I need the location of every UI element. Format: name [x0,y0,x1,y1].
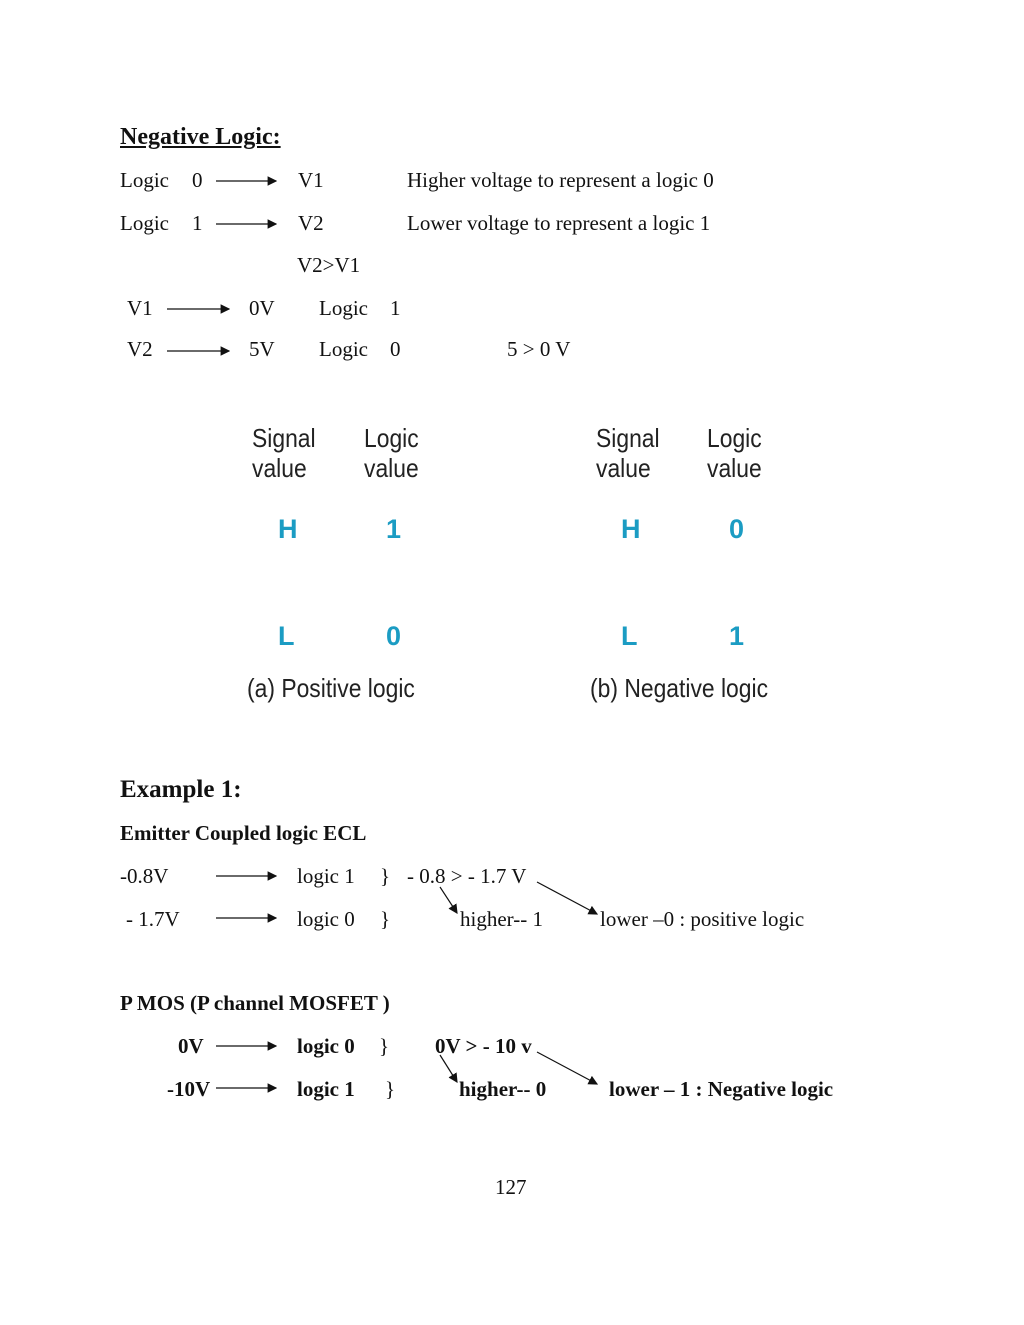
pmos-voltage: 0V [178,1034,204,1058]
fig-a-logic: 1 [386,514,402,544]
ecl-voltage: -0.8V [120,864,169,888]
mapping-bit: 0 [192,168,203,192]
mapping-logic: Logic [120,168,169,192]
assign-val: 5V [249,337,275,361]
pmos-logic: logic 0 [297,1034,355,1058]
ecl-brace: } [380,907,391,931]
assign-val: 0V [249,296,275,320]
page-heading: Negative Logic: [120,124,281,150]
assign-note: 5 > 0 V [507,337,571,361]
pmos-voltage: -10V [167,1077,211,1101]
assign-logic: Logic [319,337,368,361]
fig-a-signal: L [278,621,295,651]
pmos-brace: } [379,1034,390,1058]
arrow-icon [537,882,597,914]
mapping-logic: Logic [120,211,169,235]
pmos-brace: } [385,1077,396,1101]
fig-b-signal: H [621,514,641,544]
assign-v: V1 [127,296,153,320]
relation: V2>V1 [297,253,361,277]
mapping-volt: V1 [298,168,324,192]
assign-logic: Logic [319,296,368,320]
pmos-title: P MOS (P channel MOSFET ) [120,991,390,1015]
arrow-icon [537,1052,597,1084]
pmos-lower: lower – 1 : Negative logic [609,1077,834,1101]
mapping-desc: Higher voltage to represent a logic 0 [407,168,714,192]
mapping-desc: Lower voltage to represent a logic 1 [407,211,711,235]
fig-b-signal: L [621,621,638,651]
ecl-voltage: - 1.7V [126,907,180,931]
ecl-compare: - 0.8 > - 1.7 V [407,864,527,888]
ecl-brace: } [380,864,391,888]
fig-a-caption: (a) Positive logic [247,673,415,703]
mapping-bit: 1 [192,211,203,235]
arrow-icon [440,887,457,913]
assign-bit: 1 [390,296,401,320]
page-number: 127 [495,1175,527,1199]
ecl-logic: logic 1 [297,864,355,888]
ecl-lower: lower –0 : positive logic [600,907,805,931]
ecl-higher: higher-- 1 [460,907,543,931]
ecl-title: Emitter Coupled logic ECL [120,821,367,845]
fig-a-signal: H [278,514,298,544]
example-title: Example 1: [120,776,242,803]
fig-a-logic: 0 [386,621,402,651]
fig-b-logic: 1 [729,621,745,651]
fig-a-col1-header: Signal value [252,423,316,483]
fig-b-col2-header: Logic value [707,423,762,483]
fig-b-col1-header: Signal value [596,423,660,483]
fig-a-col2-header: Logic value [364,423,419,483]
assign-bit: 0 [390,337,401,361]
mapping-volt: V2 [298,211,324,235]
ecl-logic: logic 0 [297,907,355,931]
fig-b-logic: 0 [729,514,745,544]
fig-b-caption: (b) Negative logic [590,673,769,703]
pmos-higher: higher-- 0 [459,1077,547,1101]
pmos-logic: logic 1 [297,1077,355,1101]
assign-v: V2 [127,337,153,361]
pmos-compare: 0V > - 10 v [435,1034,532,1058]
arrow-icon [440,1055,457,1082]
